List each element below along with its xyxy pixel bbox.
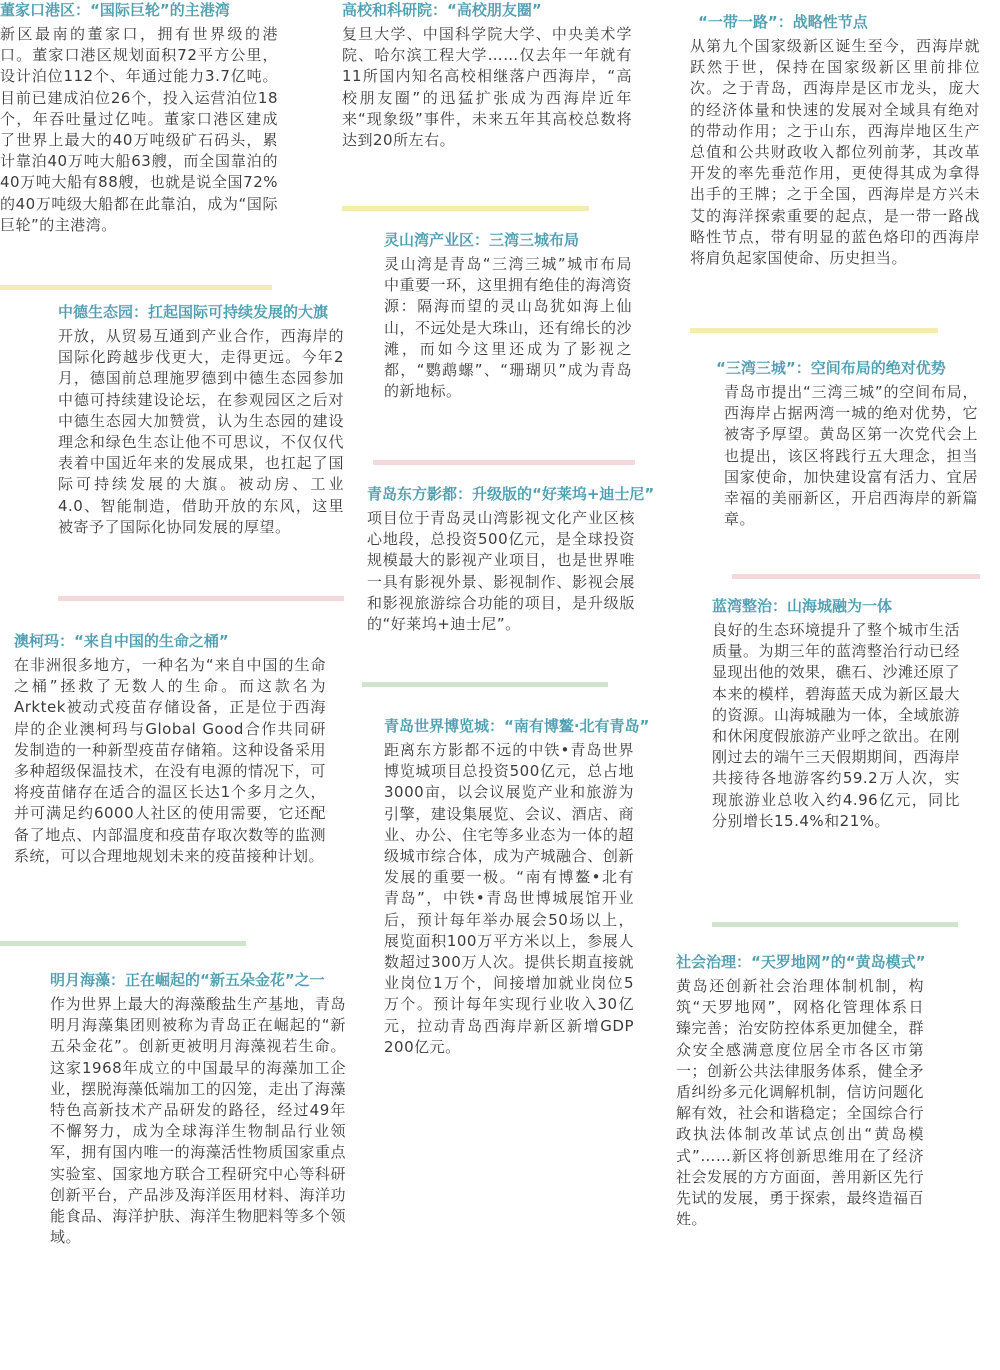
- section-body: 灵山湾是青岛“三湾三城”城市布局中重要一环，这里拥有绝佳的海湾资源：隔海而望的灵山岛犹如海上仙山，不远处是大珠山，还有绵长的沙滩，而如今这里还成为了影视之都，“鹦鹉螺”、“珊瑚贝”成为青岛的新地标。: [384, 255, 633, 401]
- section-world-expo-city: [384, 716, 650, 1058]
- section-body: 开放，从贸易互通到产业合作，西海岸的国际化跨越步伐更大，走得更远。今年2月，德国前总理施罗德到中德生态园参加中德可持续建设论坛，在参观园区之后对中德生态园大加赞赏，认为生态园的建设理念和绿色生态让他不可思议，不仅仅代表着中国近年来的发展成果，也扛起了国际可持续发展的大旗。被动房、工业4.0、智能制造，借助开放的东风，这里被寄予了国际化协同发展的厚望。: [58, 327, 344, 536]
- section-blue-bay-remediation: [712, 596, 960, 832]
- section-oriental-movie-metropolis: [367, 484, 655, 635]
- divider: [732, 574, 980, 579]
- section-title: 中德生态园：扛起国际可持续发展的大旗: [58, 303, 329, 321]
- section-title: 青岛世界博览城：“南有博鳌·北有青岛”: [384, 717, 650, 735]
- section-body: 项目位于青岛灵山湾影视文化产业区核心地段，总投资500亿元，是全球投资规模最大的影视产业项目，也是世界唯一具有影视外景、影视制作、影视会展和影视旅游综合功能的项目，是升级版的“好莱坞+迪士尼”。: [367, 509, 635, 634]
- section-title: 澳柯玛：“来自中国的生命之桶”: [14, 632, 229, 650]
- section-three-bays-three-cities: [716, 358, 978, 530]
- divider: [0, 285, 272, 290]
- section-universities: [342, 0, 632, 151]
- section-title: 高校和科研院：“高校朋友圈”: [342, 1, 542, 19]
- section-body: 作为世界上最大的海藻酸盐生产基地，青岛明月海藻集团则被称为青岛正在崛起的“新五朵金花”。创新更被明月海藻视若生命。这家1968年成立的中国最早的海藻加工企业，摆脱海藻低端加工的囚笼，走出了海藻特色高新技术产品研发的路径，经过49年不懈努力，成为全球海洋生物制品行业领军，拥有国内唯一的海藻活性物质国家重点实验室、国家地方联合工程研究中心等科研创新平台，产品涉及海洋医用材料、海洋功能食品、海洋护肤、海洋生物肥料等多个领域。: [50, 995, 346, 1247]
- section-body: 从第九个国家级新区诞生至今，西海岸就跃然于世，保持在国家级新区里前排位次。之于青岛，西海岸是区市龙头，庞大的经济体量和快速的发展对全域具有绝对的带动作用；之于山东，西海岸地区生产总值和公共财政收入都位列前茅，其改革开发的率先垂范作用，更使得其成为拿得出手的王牌；之于全国，西海岸是方兴未艾的海洋探索重要的起点，是一带一路战略性节点，带有明显的蓝色烙印的西海岸将肩负起家国使命、历史担当。: [690, 37, 980, 268]
- divider: [342, 206, 589, 211]
- section-body: 复旦大学、中国科学院大学、中央美术学院、哈尔滨工程大学……仅去年一年就有11所国内知名高校相继落户西海岸，“高校朋友圈”的迅猛扩张成为西海岸近年来“现象级”事件，未来五年其高校总数将达到20所左右。: [342, 25, 632, 150]
- divider: [690, 328, 938, 333]
- section-lingshan-bay: [384, 230, 632, 402]
- section-title: 社会治理：“天罗地网”的“黄岛模式”: [676, 953, 926, 971]
- divider: [362, 682, 608, 687]
- section-social-governance: [676, 952, 924, 1230]
- section-title: 灵山湾产业区：三湾三城布局: [384, 231, 580, 249]
- section-title: 青岛东方影都：升级版的“好莱坞+迪士尼”: [367, 485, 655, 503]
- divider: [0, 941, 246, 946]
- section-title: 董家口港区：“国际巨轮”的主港湾: [0, 1, 230, 19]
- section-body: 黄岛还创新社会治理体制机制，构筑“天罗地网”，网格化管理体系日臻完善；治安防控体系更加健全，群众安全感满意度位居全市各区市第一；创新公共法律服务体系，健全矛盾纠纷多元化调解机制，信访问题化解有效，社会和谐稳定；全国综合行政执法体制改革试点创出“黄岛模式”……新区将创新思维用在了经济社会发展的方方面面，善用新区先行先试的发展，勇于探索，最终造福百姓。: [676, 977, 925, 1229]
- section-body: 距离东方影都不远的中铁•青岛世界博览城项目总投资500亿元，总占地3000亩，以会议展览产业和旅游为引擎，建设集展览、会议、酒店、商业、办公、住宅等多业态为一体的超级城市综合体，成为产城融合、创新发展的重要一极。“南有博鳌•北有青岛”，中铁•青岛世博城展馆开业后，预计每年举办展会50场以上，展览面积100万平方米以上，参展人数超过300万人次。提供长期直接就业岗位1万个，间接增加就业岗位5万个。预计每年实现行业收入30亿元，拉动青岛西海岸新区新增GDP 200亿元。: [384, 741, 634, 1056]
- section-title: 明月海藻：正在崛起的“新五朵金花”之一: [50, 971, 325, 989]
- section-title: “一带一路”：战略性节点: [698, 13, 868, 31]
- divider: [58, 596, 344, 601]
- section-mingyue-seaweed: [50, 970, 346, 1248]
- section-body: 新区最南的董家口，拥有世界级的港口。董家口港区规划面积72平方公里，设计泊位112个、年通过能力3.7亿吨。目前已建成泊位26个，投入运营泊位18个，年吞吐量过亿吨。董家口港区建成了世界上最大的40万吨级矿石码头，累计靠泊40万吨大船63艘，而全国靠泊的40万吨大船有88艘，也就是说全国72%的40万吨级大船都在此靠泊，成为“国际巨轮”的主港湾。: [0, 25, 278, 234]
- divider: [712, 922, 958, 927]
- section-body: 良好的生态环境提升了整个城市生活质量。为期三年的蓝湾整治行动已经显现出他的效果，礁石、沙滩还原了本来的模样，碧海蓝天成为新区最大的资源。山海城融为一体，全域旅游和休闲度假旅游产业呼之欲出。在刚刚过去的端午三天假期期间，西海岸共接待各地游客约59.2万人次，实现旅游业总收入约4.96亿元，同比分别增长15.4%和21%。: [712, 621, 961, 830]
- section-body: 青岛市提出“三湾三城”的空间布局，西海岸占据两湾一城的绝对优势，它被寄予厚望。黄岛区第一次党代会上也提出，该区将践行五大理念，担当国家使命，加快建设富有活力、宜居幸福的美丽新区，开启西海岸的新篇章。: [724, 383, 978, 529]
- section-sino-german-eco-park: [58, 302, 344, 538]
- divider: [373, 460, 635, 465]
- section-belt-and-road: [690, 12, 980, 269]
- section-title: 蓝湾整治：山海城融为一体: [712, 597, 893, 615]
- section-aucma: [14, 631, 326, 867]
- section-title: “三湾三城”：空间布局的绝对优势: [716, 359, 946, 377]
- section-body: 在非洲很多地方，一种名为“来自中国的生命之桶”拯救了无数人的生命。而这款名为Arktek被动式疫苗存储设备，正是位于西海岸的企业澳柯玛与Global Good合作共同研发制造的一种新型疫苗存储箱。这种设备采用多种超级保温技术，在没有电源的情况下，可将疫苗储存在适合的温区长达1个多月之久，并可满足约6000人社区的使用需要，它还配备了地点、内部温度和疫苗存取次数等的监测系统，可以合理地规划未来的疫苗接种计划。: [14, 656, 326, 865]
- section-dongjiakou: [0, 0, 278, 236]
